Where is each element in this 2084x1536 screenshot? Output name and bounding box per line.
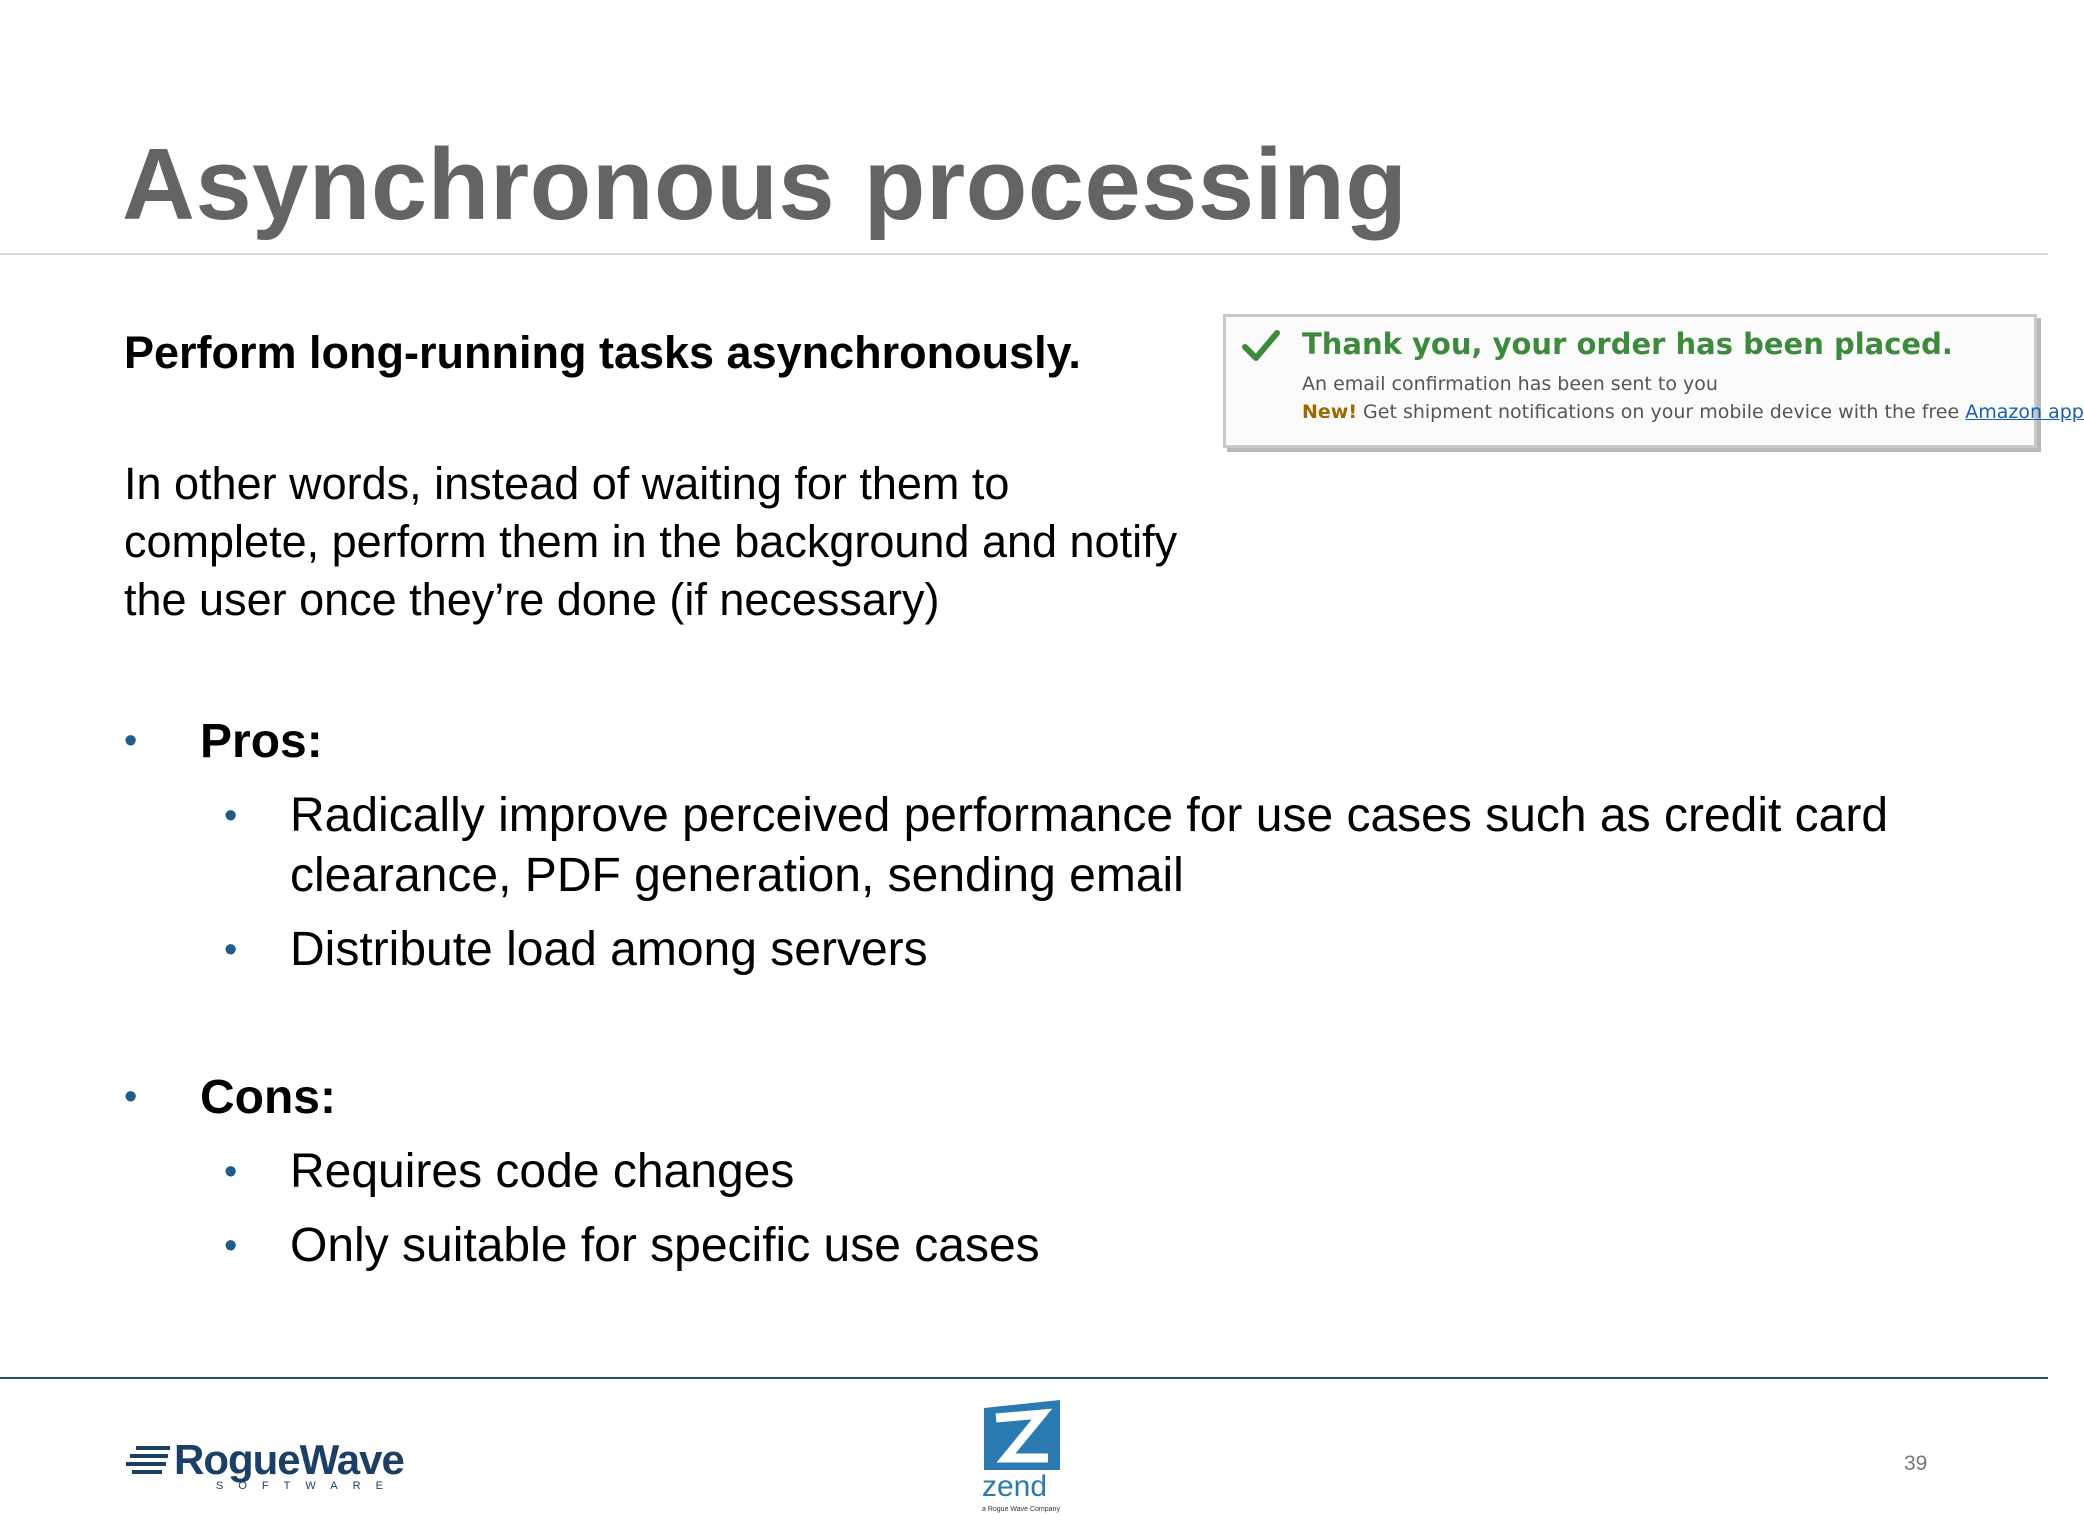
roguewave-subtitle: SOFTWARE xyxy=(216,1480,398,1492)
footer-divider xyxy=(0,1377,2048,1379)
zend-logo xyxy=(980,1400,1070,1518)
pros-item-text: Radically improve perceived performance for use cases such as credit card clearance, PDF generation, sending email xyxy=(290,789,1889,902)
cons-item-text: Requires code changes xyxy=(290,1145,795,1198)
bullet-dot: • xyxy=(124,720,138,762)
app-note-text: Get shipment notifications on your mobile device with the free xyxy=(1357,401,1966,423)
confirmation-headline: Thank you, your order has been placed. xyxy=(1302,327,1953,361)
zend-z-icon xyxy=(982,1400,1062,1470)
lead-sentence: Perform long-running tasks asynchronously. xyxy=(124,327,1081,378)
confirmation-email-note: An email confirmation has been sent to you xyxy=(1302,373,1718,395)
roguewave-waves-icon xyxy=(126,1442,172,1482)
bullet-dot: • xyxy=(224,795,238,837)
bullet-dot: • xyxy=(224,1225,238,1267)
pros-item-text: Distribute load among servers xyxy=(290,923,928,976)
order-confirmation-screenshot xyxy=(1223,314,2084,448)
zend-tagline: a Rogue Wave Company xyxy=(982,1506,1060,1513)
bullet-dot: • xyxy=(124,1076,138,1118)
title-divider xyxy=(0,253,2048,255)
checkmark-icon xyxy=(1240,325,1282,367)
cons-item-text: Only suitable for specific use cases xyxy=(290,1219,1040,1272)
bullet-dot: • xyxy=(224,1151,238,1193)
confirmation-app-note xyxy=(1302,401,2084,423)
new-label: New! xyxy=(1302,401,1358,423)
page-number: 39 xyxy=(1904,1452,1928,1475)
pros-heading: Pros: xyxy=(200,715,323,768)
cons-heading: Cons: xyxy=(200,1071,336,1124)
roguewave-logo xyxy=(126,1436,426,1508)
amazon-app-link[interactable]: Amazon app xyxy=(1965,401,2084,423)
bullet-dot: • xyxy=(224,929,238,971)
explanation-paragraph: In other words, instead of waiting for them to complete, perform them in the background and notify the user once they’re done (if necessary) xyxy=(124,458,1178,625)
roguewave-wordmark: RogueWave xyxy=(174,1436,404,1483)
zend-wordmark: zend xyxy=(982,1470,1048,1503)
slide-title: Asynchronous processing xyxy=(122,129,1408,241)
